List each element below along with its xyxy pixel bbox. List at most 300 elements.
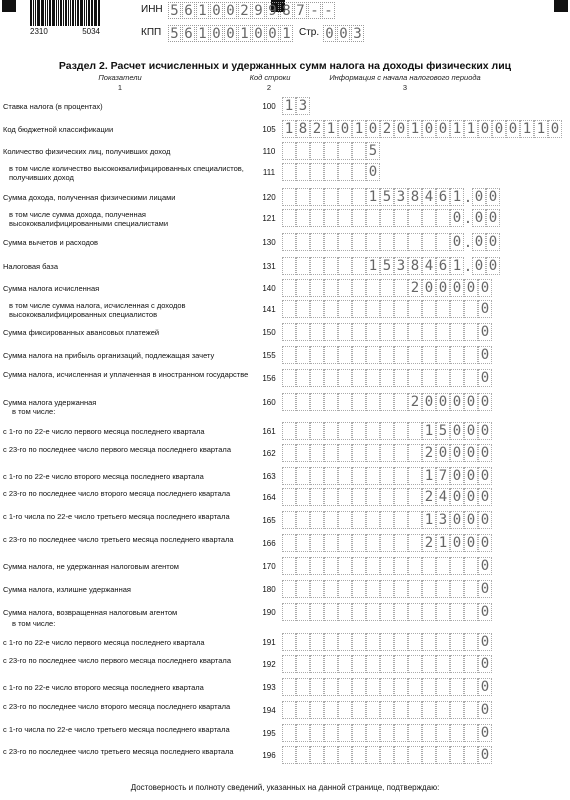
value-digit-cell xyxy=(338,393,352,411)
value-digit-cell: 0 xyxy=(464,467,478,485)
row-value-field[interactable] xyxy=(282,279,492,297)
inn-cell: 2 xyxy=(238,2,251,19)
kpp-field[interactable] xyxy=(168,25,294,42)
value-digit-cell: 3 xyxy=(296,97,310,115)
row-label: Сумма налога, излишне удержанная xyxy=(3,585,131,594)
row-value-field[interactable] xyxy=(282,655,492,673)
value-digit-cell xyxy=(422,233,436,251)
inn-cell: 0 xyxy=(210,2,223,19)
row-label: с 1-го по 22-е число второго месяца последнего квартала xyxy=(3,472,204,481)
row-label: с 1-го по 22-е число второго месяца последнего квартала xyxy=(3,683,204,692)
value-digit-cell xyxy=(296,488,310,506)
value-digit-cell: 1 xyxy=(422,467,436,485)
row-label: Сумма налога на прибыль организаций, подлежащая зачету xyxy=(3,351,215,360)
value-digit-cell xyxy=(408,444,422,462)
value-digit-cell xyxy=(352,444,366,462)
value-digit-cell xyxy=(296,580,310,598)
value-digit-cell xyxy=(366,724,380,742)
row-label: Налоговая база xyxy=(3,262,58,271)
row-value-field[interactable] xyxy=(282,557,492,575)
value-digit-cell: 0 xyxy=(450,279,464,297)
value-digit-cell: 0 xyxy=(478,655,492,673)
value-digit-cell xyxy=(324,633,338,651)
value-digit-cell xyxy=(464,678,478,696)
kpp-cell: 1 xyxy=(196,25,209,42)
value-digit-cell xyxy=(296,467,310,485)
value-digit-cell xyxy=(394,467,408,485)
row-value-field[interactable] xyxy=(282,142,380,160)
row-code: 100 xyxy=(262,102,276,111)
value-digit-cell xyxy=(282,724,296,742)
value-digit-cell xyxy=(338,279,352,297)
value-digit-cell xyxy=(324,188,338,206)
value-digit-cell xyxy=(324,678,338,696)
value-digit-cell xyxy=(422,746,436,764)
row-value-field[interactable] xyxy=(282,444,492,462)
value-digit-cell xyxy=(450,323,464,341)
kpp-cell: 0 xyxy=(224,25,237,42)
value-digit-cell xyxy=(352,142,366,160)
value-digit-cell xyxy=(380,422,394,440)
barcode-graphic xyxy=(30,0,100,26)
value-digit-cell xyxy=(380,467,394,485)
corner-mark-left xyxy=(2,0,16,12)
value-digit-cell xyxy=(380,633,394,651)
value-digit-cell xyxy=(408,580,422,598)
value-digit-cell: 0 xyxy=(478,511,492,529)
value-digit-cell xyxy=(324,323,338,341)
value-digit-cell xyxy=(310,603,324,621)
value-digit-cell xyxy=(436,369,450,387)
value-digit-cell xyxy=(310,724,324,742)
value-digit-cell xyxy=(408,488,422,506)
row-value-field[interactable] xyxy=(282,678,492,696)
value-digit-cell xyxy=(464,323,478,341)
value-digit-cell: 0 xyxy=(478,746,492,764)
row-value-field[interactable] xyxy=(282,393,492,411)
value-digit-cell xyxy=(352,467,366,485)
value-digit-cell: 1 xyxy=(352,120,366,138)
value-digit-cell xyxy=(464,580,478,598)
value-digit-cell xyxy=(296,323,310,341)
kpp-cell: 0 xyxy=(266,25,279,42)
value-digit-cell xyxy=(394,678,408,696)
value-digit-cell xyxy=(296,633,310,651)
value-digit-cell xyxy=(408,467,422,485)
row-label: Сумма налога удержанная xyxy=(3,398,97,407)
value-digit-cell xyxy=(338,163,352,181)
row-code: 180 xyxy=(262,585,276,594)
value-digit-cell xyxy=(422,557,436,575)
value-digit-cell xyxy=(296,209,310,227)
row-value-field[interactable] xyxy=(282,534,492,552)
value-digit-cell xyxy=(282,580,296,598)
value-digit-cell xyxy=(296,655,310,673)
row-code: 105 xyxy=(262,125,276,134)
value-digit-cell xyxy=(422,633,436,651)
value-digit-cell xyxy=(366,444,380,462)
value-digit-cell xyxy=(282,233,296,251)
value-digit-cell: 1 xyxy=(520,120,534,138)
value-digit-cell xyxy=(366,557,380,575)
value-digit-cell xyxy=(296,444,310,462)
row-label: Сумма дохода, полученная физическими лицами xyxy=(3,193,176,202)
value-digit-cell: 0 xyxy=(436,120,450,138)
row-value-field[interactable] xyxy=(282,633,492,651)
row-value-field[interactable] xyxy=(282,97,310,115)
value-digit-cell: 1 xyxy=(282,97,296,115)
value-digit-cell xyxy=(352,300,366,318)
row-label: с 23-го по последнее число первого месяца последнего квартала xyxy=(3,445,231,454)
page-number-cell: 3 xyxy=(351,25,364,42)
value-digit-cell xyxy=(394,655,408,673)
value-digit-cell xyxy=(352,655,366,673)
row-value-field[interactable] xyxy=(282,422,492,440)
value-digit-cell: 0 xyxy=(366,163,380,181)
value-digit-cell xyxy=(422,724,436,742)
value-digit-cell xyxy=(296,369,310,387)
value-digit-cell xyxy=(352,233,366,251)
value-digit-cell xyxy=(324,257,338,275)
value-digit-cell xyxy=(422,678,436,696)
row-value-field[interactable] xyxy=(282,467,492,485)
row-value-field[interactable] xyxy=(282,233,500,251)
value-digit-cell: 5 xyxy=(380,188,394,206)
value-digit-cell: 0 xyxy=(478,557,492,575)
value-digit-cell xyxy=(408,422,422,440)
barcode-number-right: 5034 xyxy=(82,27,100,36)
value-digit-cell xyxy=(310,534,324,552)
row-code: 170 xyxy=(262,562,276,571)
decimal-separator: . xyxy=(463,190,473,206)
kpp-cell: 6 xyxy=(182,25,195,42)
row-label: с 1-го по 22-е число первого месяца последнего квартала xyxy=(3,427,205,436)
value-digit-cell xyxy=(310,633,324,651)
value-digit-cell xyxy=(310,233,324,251)
row-code: 130 xyxy=(262,238,276,247)
value-digit-cell xyxy=(338,488,352,506)
corner-mark-right xyxy=(554,0,568,12)
value-digit-cell xyxy=(450,580,464,598)
value-digit-cell: 0 xyxy=(422,393,436,411)
value-digit-cell: 0 xyxy=(464,279,478,297)
value-digit-cell xyxy=(436,557,450,575)
value-digit-cell: 1 xyxy=(450,257,464,275)
value-digit-cell xyxy=(422,580,436,598)
value-digit-cell: 0 xyxy=(436,279,450,297)
value-digit-cell xyxy=(366,346,380,364)
value-digit-cell xyxy=(338,346,352,364)
value-digit-cell xyxy=(338,142,352,160)
value-digit-cell xyxy=(310,444,324,462)
value-digit-cell: 0 xyxy=(338,120,352,138)
value-digit-cell xyxy=(282,655,296,673)
row-code: 150 xyxy=(262,328,276,337)
value-digit-cell xyxy=(296,534,310,552)
value-digit-cell xyxy=(282,209,296,227)
value-digit-cell xyxy=(436,580,450,598)
value-digit-cell xyxy=(310,323,324,341)
row-label: Сумма вычетов и расходов xyxy=(3,238,99,247)
value-digit-cell xyxy=(352,488,366,506)
row-value-field[interactable] xyxy=(282,188,500,206)
row-value-field[interactable] xyxy=(282,580,492,598)
value-digit-cell xyxy=(450,746,464,764)
row-code: 131 xyxy=(262,262,276,271)
value-digit-cell: 1 xyxy=(436,534,450,552)
value-digit-cell xyxy=(282,163,296,181)
value-digit-cell xyxy=(464,633,478,651)
value-digit-cell xyxy=(352,603,366,621)
fraction-digit-cell: 0 xyxy=(472,257,486,275)
value-digit-cell xyxy=(366,233,380,251)
value-digit-cell xyxy=(282,257,296,275)
value-digit-cell xyxy=(450,300,464,318)
value-digit-cell xyxy=(436,655,450,673)
value-digit-cell: 0 xyxy=(478,488,492,506)
value-digit-cell xyxy=(352,701,366,719)
row-label: с 1-го по 22-е число первого месяца последнего квартала xyxy=(3,638,205,647)
value-digit-cell: 0 xyxy=(478,422,492,440)
value-digit-cell xyxy=(352,257,366,275)
row-label: с 1-го числа по 22-е число третьего месяца последнего квартала xyxy=(3,725,230,734)
value-digit-cell xyxy=(422,655,436,673)
value-digit-cell: 1 xyxy=(366,188,380,206)
value-digit-cell xyxy=(324,163,338,181)
value-digit-cell xyxy=(282,511,296,529)
row-label: с 23-го по последнее число третьего месяца последнего квартала xyxy=(3,535,234,544)
value-digit-cell xyxy=(324,393,338,411)
row-code: 191 xyxy=(262,638,276,647)
row-value-field[interactable] xyxy=(282,120,562,138)
value-digit-cell xyxy=(310,369,324,387)
value-digit-cell xyxy=(436,323,450,341)
value-digit-cell: 0 xyxy=(422,279,436,297)
value-digit-cell: 0 xyxy=(436,444,450,462)
row-value-field[interactable] xyxy=(282,369,492,387)
value-digit-cell xyxy=(296,557,310,575)
value-digit-cell xyxy=(450,603,464,621)
row-value-field[interactable] xyxy=(282,701,492,719)
value-digit-cell xyxy=(422,300,436,318)
row-value-field[interactable] xyxy=(282,163,380,181)
value-digit-cell xyxy=(352,188,366,206)
value-digit-cell xyxy=(324,557,338,575)
value-digit-cell xyxy=(282,701,296,719)
value-digit-cell: 0 xyxy=(450,393,464,411)
value-digit-cell xyxy=(310,346,324,364)
value-digit-cell: 0 xyxy=(478,444,492,462)
value-digit-cell xyxy=(436,233,450,251)
row-label: Сумма налога, исчисленная и уплаченная в иностранном государстве xyxy=(3,370,249,379)
row-value-field[interactable] xyxy=(282,511,492,529)
value-digit-cell xyxy=(338,323,352,341)
value-digit-cell xyxy=(310,580,324,598)
value-digit-cell xyxy=(282,603,296,621)
value-digit-cell xyxy=(282,422,296,440)
value-digit-cell xyxy=(394,323,408,341)
value-digit-cell xyxy=(310,257,324,275)
row-value-field[interactable] xyxy=(282,346,492,364)
value-digit-cell xyxy=(310,209,324,227)
value-digit-cell xyxy=(324,300,338,318)
value-digit-cell xyxy=(282,534,296,552)
page-number-field[interactable] xyxy=(323,25,365,42)
value-digit-cell xyxy=(296,163,310,181)
inn-cell: 6 xyxy=(182,2,195,19)
value-digit-cell xyxy=(338,678,352,696)
value-digit-cell xyxy=(324,346,338,364)
value-digit-cell xyxy=(380,346,394,364)
value-digit-cell: 2 xyxy=(408,279,422,297)
row-code: 165 xyxy=(262,516,276,525)
value-digit-cell: 0 xyxy=(464,511,478,529)
value-digit-cell xyxy=(394,701,408,719)
row-label: с 23-го по последнее число третьего месяца последнего квартала xyxy=(3,747,234,756)
row-value-field[interactable] xyxy=(282,209,500,227)
value-digit-cell: 7 xyxy=(436,467,450,485)
value-digit-cell xyxy=(380,279,394,297)
value-digit-cell xyxy=(296,279,310,297)
column-number-1: 1 xyxy=(117,83,123,92)
value-digit-cell xyxy=(296,603,310,621)
row-code: 194 xyxy=(262,706,276,715)
value-digit-cell xyxy=(310,142,324,160)
value-digit-cell xyxy=(338,580,352,598)
value-digit-cell xyxy=(394,233,408,251)
value-digit-cell xyxy=(310,467,324,485)
value-digit-cell xyxy=(338,603,352,621)
value-digit-cell xyxy=(282,746,296,764)
row-code: 164 xyxy=(262,493,276,502)
including-note-190: в том числе: xyxy=(12,619,56,628)
row-value-field[interactable] xyxy=(282,746,492,764)
value-digit-cell xyxy=(408,655,422,673)
value-digit-cell xyxy=(394,444,408,462)
value-digit-cell xyxy=(352,323,366,341)
value-digit-cell xyxy=(338,724,352,742)
value-digit-cell xyxy=(394,279,408,297)
value-digit-cell xyxy=(296,142,310,160)
value-digit-cell xyxy=(380,534,394,552)
row-value-field[interactable] xyxy=(282,323,492,341)
value-digit-cell xyxy=(352,511,366,529)
value-digit-cell xyxy=(394,580,408,598)
value-digit-cell xyxy=(296,511,310,529)
row-label: в том числе сумма налога, исчисленная с доходов высококвалифицированных специалистов xyxy=(9,301,186,319)
row-value-field[interactable] xyxy=(282,488,492,506)
value-digit-cell xyxy=(338,557,352,575)
value-digit-cell xyxy=(450,369,464,387)
value-digit-cell xyxy=(394,209,408,227)
value-digit-cell xyxy=(464,346,478,364)
value-digit-cell xyxy=(352,346,366,364)
value-digit-cell xyxy=(324,724,338,742)
value-digit-cell: 1 xyxy=(422,422,436,440)
column-header-indicators: Показатели xyxy=(98,73,142,82)
inn-cell: 1 xyxy=(196,2,209,19)
row-value-field[interactable] xyxy=(282,724,492,742)
value-digit-cell xyxy=(324,511,338,529)
row-code: 111 xyxy=(262,168,276,177)
value-digit-cell: 2 xyxy=(422,488,436,506)
row-label: Ставка налога (в процентах) xyxy=(3,102,103,111)
value-digit-cell: 6 xyxy=(436,257,450,275)
value-digit-cell: 0 xyxy=(464,444,478,462)
value-digit-cell xyxy=(310,746,324,764)
value-digit-cell xyxy=(324,655,338,673)
value-digit-cell xyxy=(282,142,296,160)
value-digit-cell xyxy=(296,188,310,206)
value-digit-cell xyxy=(366,701,380,719)
value-digit-cell xyxy=(310,488,324,506)
value-digit-cell xyxy=(408,209,422,227)
inn-cell: 5 xyxy=(168,2,181,19)
row-code: 156 xyxy=(262,374,276,383)
value-digit-cell xyxy=(394,300,408,318)
value-digit-cell xyxy=(408,511,422,529)
value-digit-cell xyxy=(366,678,380,696)
value-digit-cell: 5 xyxy=(366,142,380,160)
value-digit-cell xyxy=(408,746,422,764)
value-digit-cell xyxy=(394,557,408,575)
value-digit-cell xyxy=(338,701,352,719)
value-digit-cell xyxy=(380,678,394,696)
value-digit-cell: 1 xyxy=(422,511,436,529)
row-code: 120 xyxy=(262,193,276,202)
value-digit-cell: 1 xyxy=(534,120,548,138)
value-digit-cell xyxy=(464,746,478,764)
value-digit-cell xyxy=(366,603,380,621)
value-digit-cell xyxy=(408,300,422,318)
value-digit-cell xyxy=(324,369,338,387)
value-digit-cell: 0 xyxy=(548,120,562,138)
value-digit-cell xyxy=(380,393,394,411)
value-digit-cell xyxy=(394,488,408,506)
value-digit-cell xyxy=(282,323,296,341)
row-value-field[interactable] xyxy=(282,300,492,318)
page-number-cell: 0 xyxy=(323,25,336,42)
inn-cell: - xyxy=(322,2,335,19)
value-digit-cell xyxy=(310,188,324,206)
value-digit-cell xyxy=(352,369,366,387)
value-digit-cell: 2 xyxy=(380,120,394,138)
value-digit-cell xyxy=(338,534,352,552)
value-digit-cell xyxy=(366,488,380,506)
row-label: с 23-го по последнее число второго месяца последнего квартала xyxy=(3,489,231,498)
value-digit-cell: 1 xyxy=(450,188,464,206)
value-digit-cell xyxy=(366,323,380,341)
inn-field[interactable] xyxy=(168,2,336,19)
value-digit-cell xyxy=(394,724,408,742)
value-digit-cell xyxy=(324,444,338,462)
row-code: 160 xyxy=(262,398,276,407)
value-digit-cell xyxy=(422,603,436,621)
value-digit-cell xyxy=(338,209,352,227)
value-digit-cell: 4 xyxy=(436,488,450,506)
value-digit-cell xyxy=(366,633,380,651)
value-digit-cell xyxy=(408,323,422,341)
value-digit-cell xyxy=(408,633,422,651)
kpp-label: КПП xyxy=(141,27,162,38)
value-digit-cell xyxy=(366,393,380,411)
row-value-field[interactable] xyxy=(282,257,500,275)
row-value-field[interactable] xyxy=(282,603,492,621)
value-digit-cell xyxy=(282,678,296,696)
value-digit-cell xyxy=(366,369,380,387)
value-digit-cell xyxy=(422,369,436,387)
value-digit-cell xyxy=(366,534,380,552)
